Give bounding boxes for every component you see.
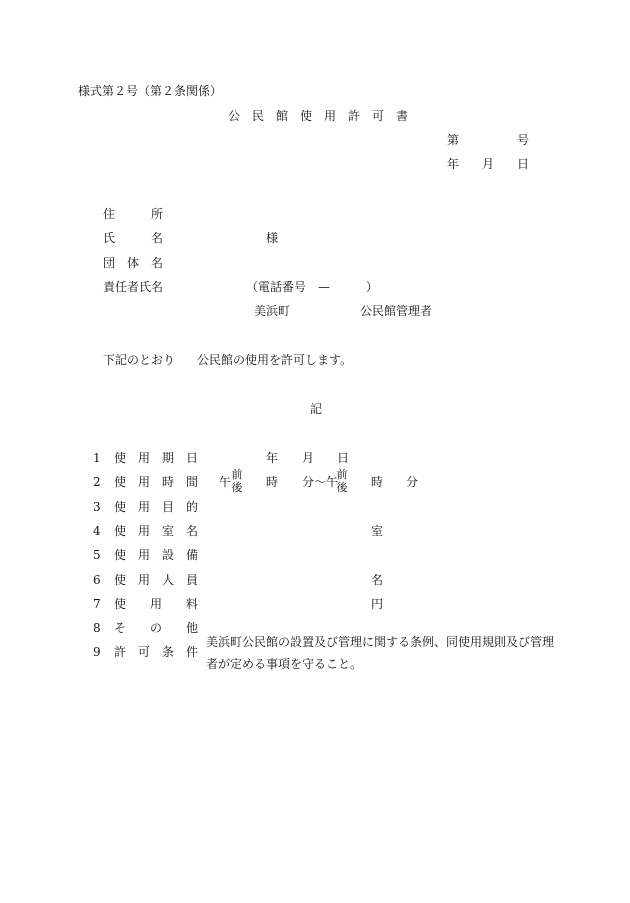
conditions-line-1: 美浜町公民館の設置及び管理に関する条例、同使用規則及び管理 bbox=[206, 635, 555, 649]
item-1-label: 使 用 期 日 bbox=[114, 451, 199, 465]
item-5-num: 5 bbox=[93, 548, 101, 562]
sama-honorific: 様 bbox=[266, 231, 279, 245]
time-ato-1: 後 bbox=[231, 481, 243, 494]
item-2-label: 使 用 時 間 bbox=[114, 475, 199, 489]
issuer-town: 美浜町 bbox=[254, 304, 291, 318]
time-zen-1: 前 bbox=[231, 468, 243, 481]
conditions-line-2: 者が定める事項を守ること。 bbox=[206, 657, 363, 671]
time-ji-2: 時 bbox=[371, 475, 384, 489]
statement-text: 公民館の使用を許可します。 bbox=[197, 353, 353, 367]
item-1-num: 1 bbox=[93, 451, 101, 465]
time-ato-2: 後 bbox=[336, 481, 348, 494]
time-fun-kara: 分～午 bbox=[302, 475, 339, 489]
period-month: 月 bbox=[302, 451, 315, 465]
item-4-num: 4 bbox=[93, 524, 101, 538]
name-label: 氏 名 bbox=[103, 231, 164, 245]
item-9-num: 9 bbox=[93, 645, 101, 659]
unit-people: 名 bbox=[371, 573, 384, 587]
item-3-label: 使 用 目 的 bbox=[114, 500, 199, 514]
ki-heading: 記 bbox=[310, 402, 323, 416]
item-8-num: 8 bbox=[93, 621, 101, 635]
item-7-label: 使 用 料 bbox=[114, 597, 199, 611]
manager-label: 責任者氏名 bbox=[103, 280, 164, 294]
period-day: 日 bbox=[337, 451, 350, 465]
date-day: 日 bbox=[517, 157, 530, 171]
date-month: 月 bbox=[482, 157, 495, 171]
document-title: 公 民 館 使 用 許 可 書 bbox=[228, 109, 409, 123]
item-9-label: 許 可 条 件 bbox=[114, 645, 199, 659]
time-ji-1: 時 bbox=[266, 475, 279, 489]
item-2-num: 2 bbox=[93, 475, 101, 489]
phone-field: （電話番号 — ） bbox=[246, 280, 379, 294]
item-4-label: 使 用 室 名 bbox=[114, 524, 199, 538]
form-number: 様式第２号（第２条関係） bbox=[78, 84, 223, 98]
doc-number-go: 号 bbox=[517, 133, 530, 147]
doc-number-dai: 第 bbox=[447, 133, 460, 147]
item-3-num: 3 bbox=[93, 500, 101, 514]
statement-prefix: 下記のとおり bbox=[103, 353, 176, 367]
group-label: 団 体 名 bbox=[103, 256, 164, 270]
unit-room: 室 bbox=[371, 524, 384, 538]
period-year: 年 bbox=[266, 451, 279, 465]
item-5-label: 使 用 設 備 bbox=[114, 548, 199, 562]
item-6-label: 使 用 人 員 bbox=[114, 573, 199, 587]
unit-yen: 円 bbox=[371, 597, 384, 611]
time-zen-2: 前 bbox=[336, 468, 348, 481]
issuer-hall-manager: 公民館管理者 bbox=[360, 304, 433, 318]
date-year: 年 bbox=[447, 157, 460, 171]
item-8-label: そ の 他 bbox=[114, 621, 199, 635]
address-label: 住 所 bbox=[103, 207, 164, 221]
item-7-num: 7 bbox=[93, 597, 101, 611]
time-go-1: 午 bbox=[219, 475, 232, 489]
item-6-num: 6 bbox=[93, 573, 101, 587]
time-fun-2: 分 bbox=[406, 475, 419, 489]
